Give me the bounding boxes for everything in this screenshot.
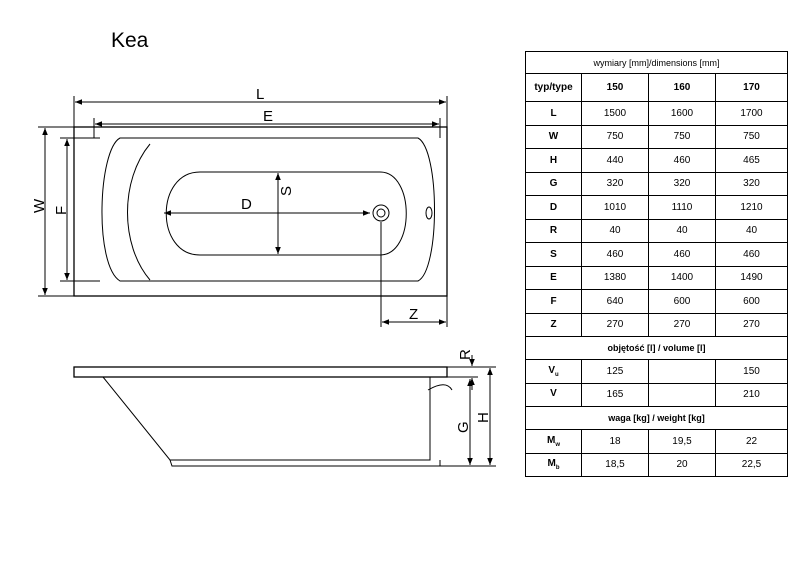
table-row: F 640 600 600: [526, 290, 788, 314]
table-row: R 40 40 40: [526, 219, 788, 243]
label-R: R: [457, 349, 474, 360]
tub-inner-rim: [102, 138, 435, 281]
label-H: H: [475, 412, 492, 423]
volume-header: objętość [l] / volume [l]: [526, 337, 788, 360]
label-E: E: [263, 108, 274, 125]
table-row: D 1010 1110 1210: [526, 196, 788, 220]
dimensions-table: [525, 51, 788, 477]
table-row: S 460 460 460: [526, 243, 788, 267]
label-Z: Z: [409, 306, 419, 323]
label-F: F: [53, 205, 70, 215]
table-row: $V_u$ 125 150: [526, 360, 788, 384]
product-title: Kea: [111, 29, 149, 52]
overflow-icon: [426, 207, 432, 219]
tub-side-body: [103, 377, 430, 460]
table-row: $M_w$ 18 19,5 22: [526, 430, 788, 454]
table-row: E 1380 1400 1490: [526, 266, 788, 290]
type-160: 160: [649, 74, 716, 102]
type-170: 170: [716, 74, 788, 102]
label-W: W: [31, 198, 48, 213]
table-row: V 165 210: [526, 383, 788, 407]
table-row: L 1500 1600 1700: [526, 102, 788, 126]
label-D: D: [241, 196, 252, 213]
type-label: typ/type: [526, 74, 582, 102]
table-row: Z 270 270 270: [526, 313, 788, 337]
drain-icon: [373, 205, 389, 221]
label-G: G: [455, 421, 472, 433]
weight-header: waga [kg] / weight [kg]: [526, 407, 788, 430]
type-150: 150: [582, 74, 649, 102]
table-row: $M_b$ 18,5 20 22,5: [526, 453, 788, 477]
label-L: L: [256, 86, 265, 103]
table-header: wymiary [mm]/dimensions [mm]: [526, 52, 788, 74]
tub-outline-side-view: [74, 367, 447, 377]
table-row: H 440 460 465: [526, 149, 788, 173]
tub-outline-top-view: [74, 127, 447, 296]
table-row: G 320 320 320: [526, 172, 788, 196]
label-S: S: [278, 185, 295, 196]
tub-headrest-curve: [128, 144, 151, 280]
table-row: W 750 750 750: [526, 125, 788, 149]
